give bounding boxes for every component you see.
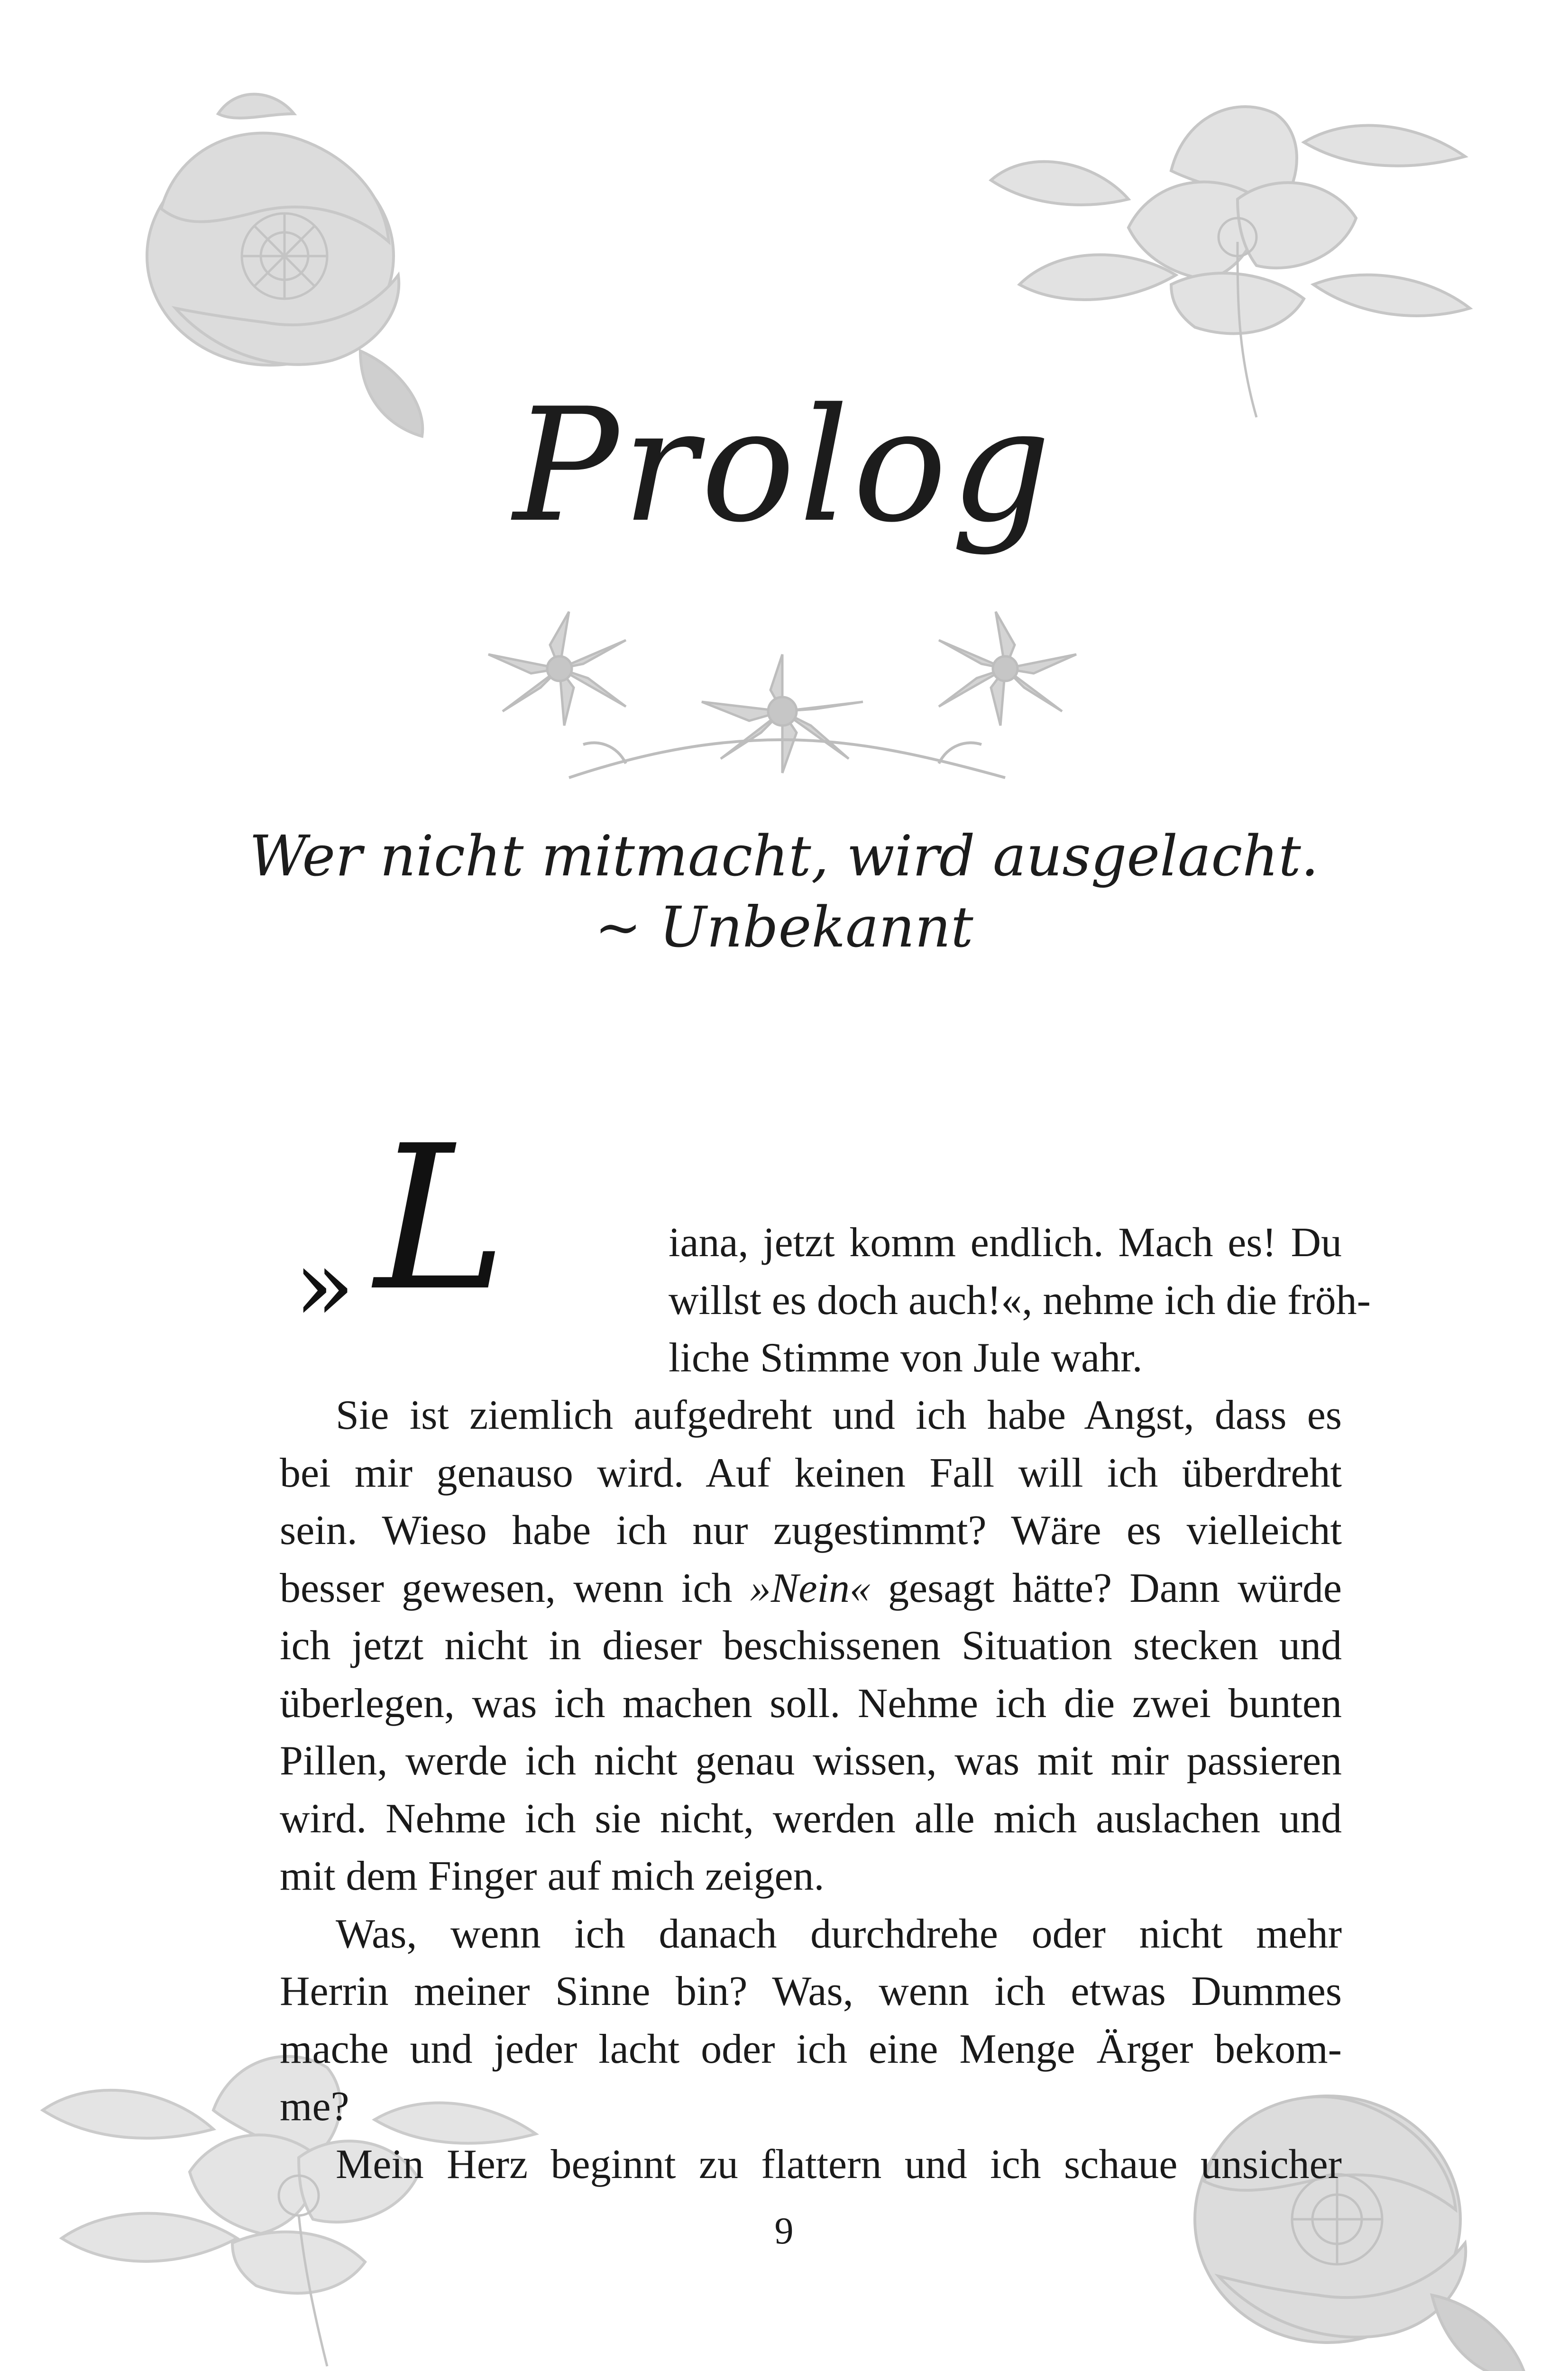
paragraph-2 bbox=[280, 1905, 1342, 2136]
text-line: Was, wenn ich danach durchdrehe oder nicht mehr bbox=[336, 1911, 1342, 1957]
text-line: Mein Herz beginnt zu flattern und ich schaue unsicher bbox=[336, 2141, 1342, 2187]
chapter-body bbox=[280, 1103, 1371, 2193]
text-line: bei mir genauso wird. Auf keinen Fall will ich überdreht bbox=[280, 1450, 1342, 1496]
paragraph-1 bbox=[280, 1387, 1342, 1905]
epigraph bbox=[0, 820, 1568, 963]
page-number: 9 bbox=[774, 2210, 794, 2252]
text-line: Pillen, werde ich nicht genau wissen, was mit mir passieren bbox=[280, 1738, 1342, 1784]
drop-cap-letter: L bbox=[375, 1103, 507, 1335]
poinsettia-divider bbox=[474, 597, 1091, 790]
epigraph-attribution: ~ Unbekannt bbox=[595, 894, 973, 960]
text-line: me? bbox=[280, 2084, 349, 2130]
text-line: wird. Nehme ich sie nicht, werden alle mich auslachen und bbox=[280, 1795, 1342, 1842]
text-line: Sie ist ziemlich aufgedreht und ich habe Angst, dass es bbox=[336, 1392, 1342, 1438]
text-line: mache und jeder lacht oder ich eine Menge Ärger bekom- bbox=[280, 2026, 1342, 2072]
drop-cap-lines bbox=[669, 1214, 1371, 1387]
text-segment: gesagt hätte? Dann würde bbox=[870, 1565, 1342, 1611]
epigraph-quote: Wer nicht mitmacht, wird ausgelacht. bbox=[249, 823, 1319, 889]
opening-paragraph bbox=[280, 1103, 1371, 1387]
chapter-title: Prolog bbox=[513, 375, 1055, 557]
drop-cap-quote-mark: » bbox=[294, 1227, 355, 1343]
text-line: Herrin meiner Sinne bin? Was, wenn ich etwas Dummes bbox=[280, 1968, 1342, 2014]
paragraph-3 bbox=[280, 2136, 1342, 2194]
text-line bbox=[280, 1560, 1342, 1617]
text-line: liche Stimme von Jule wahr. bbox=[669, 1335, 1143, 1381]
emphasized-word: »Nein« bbox=[750, 1565, 871, 1611]
text-line: iana, jetzt komm endlich. Mach es! Du bbox=[669, 1220, 1342, 1266]
text-line: sein. Wieso habe ich nur zugestimmt? Wäre es vielleicht bbox=[280, 1507, 1342, 1553]
drop-cap bbox=[294, 1103, 659, 1394]
text-line: mit dem Finger auf mich zeigen. bbox=[280, 1853, 825, 1899]
text-line: willst es doch auch!«, nehme ich die fröh- bbox=[669, 1277, 1371, 1323]
text-line: überlegen, was ich machen soll. Nehme ich die zwei bunten bbox=[280, 1680, 1342, 1727]
text-segment: besser gewesen, wenn ich bbox=[280, 1565, 750, 1611]
text-line: ich jetzt nicht in dieser beschissenen Situation stecken und bbox=[280, 1623, 1342, 1669]
